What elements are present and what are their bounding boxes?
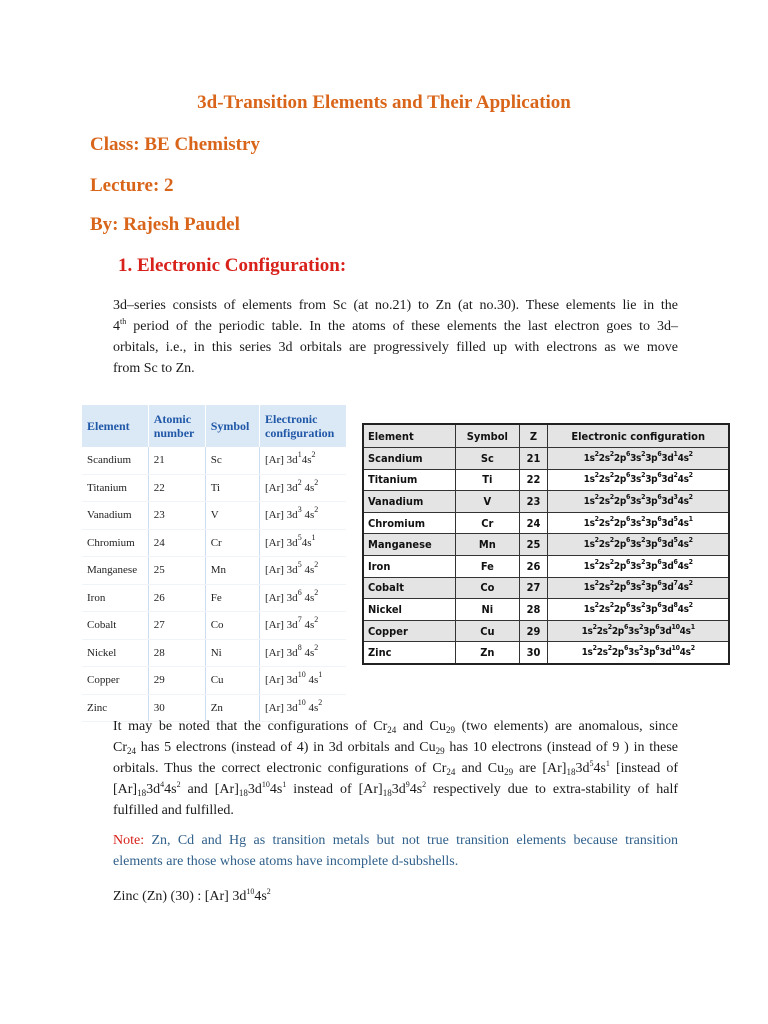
electronic-configuration: $1s^22s^22p^63s^23p^63d^34s^2$ (548, 491, 729, 513)
atomic-number: 22 (148, 474, 205, 502)
table-row (363, 491, 729, 513)
electronic-configuration: $1s^22s^22p^63s^23p^63d^64s^2$ (548, 555, 729, 577)
element-symbol: Co (205, 612, 259, 640)
header-configuration: Electronic configuration (260, 405, 347, 447)
atomic-number: 25 (519, 534, 548, 556)
element-name: Zinc (82, 694, 148, 722)
atomic-number: 30 (148, 694, 205, 722)
atomic-number: 22 (519, 469, 548, 491)
section-heading: 1. Electronic Configuration: (118, 255, 347, 276)
header-configuration: Electronic configuration (548, 424, 729, 448)
configuration-table-right (362, 423, 730, 665)
header-z: Z (519, 424, 548, 448)
element-symbol: Fe (456, 555, 519, 577)
table-row (363, 642, 729, 664)
table-row (363, 512, 729, 534)
element-symbol: Sc (205, 447, 259, 474)
element-name: Titanium (82, 474, 148, 502)
electronic-configuration: $1s^22s^22p^63s^23p^63d^14s^2$ (548, 448, 729, 470)
element-symbol: V (456, 491, 519, 513)
atomic-number: 23 (148, 502, 205, 530)
header-symbol: Symbol (456, 424, 519, 448)
note-label: Note: (113, 833, 145, 848)
header-element: Element (82, 405, 148, 447)
atomic-number: 24 (148, 529, 205, 557)
zinc-configuration-line: Zinc (Zn) (30) : [Ar] $3d^{10}4s^2$ (113, 887, 271, 904)
atomic-number: 30 (519, 642, 548, 664)
electronic-configuration: $1s^22s^22p^63s^23p^63d^74s^2$ (548, 577, 729, 599)
electronic-configuration: [Ar] $3d^3$ $4s^2$ (260, 502, 347, 530)
element-symbol: Cu (205, 667, 259, 695)
element-name: Scandium (82, 447, 148, 474)
element-name: Zinc (363, 642, 456, 664)
class-line: Class: BE Chemistry (90, 134, 260, 155)
element-symbol: Ti (205, 474, 259, 502)
table-row (82, 529, 346, 557)
electronic-configuration: $1s^22s^22p^63s^23p^63d^84s^2$ (548, 599, 729, 621)
element-name: Vanadium (82, 502, 148, 530)
table-header-row (363, 424, 729, 448)
element-symbol: Ti (456, 469, 519, 491)
element-name: Cobalt (82, 612, 148, 640)
element-symbol: Zn (456, 642, 519, 664)
element-name: Cobalt (363, 577, 456, 599)
element-name: Iron (82, 584, 148, 612)
header-element: Element (363, 424, 456, 448)
table-row (363, 469, 729, 491)
table-row (82, 502, 346, 530)
element-symbol: Zn (205, 694, 259, 722)
anomaly-paragraph: It may be noted that the configurations of $Cr_{24}$ and $Cu_{29}$ (two elements) are anomalous, since $Cr_{24}$ has 5 electrons (instead of 4) in 3d orbitals and $Cu_{29}$ has 10 electrons (instead of 9 ) in these orbitals. Thus the correct electronic configurations of $Cr_{24}$ and $Cu_{29}$ are $[Ar]_{18}3d^54s^1$ [instead of $[Ar]_{18}3d^44s^2$ and $[Ar]_{18}3d^{10}4s^1$ instead of $[Ar]_{18}3d^94s^2$ respectively due to extra-stability of half fulfilled and fulfilled. (113, 719, 679, 818)
atomic-number: 21 (148, 447, 205, 474)
element-name: Vanadium (363, 491, 456, 513)
element-symbol: Fe (205, 584, 259, 612)
table-row (82, 639, 346, 667)
document-title: 3d-Transition Elements and Their Application (197, 92, 571, 113)
electronic-configuration: $1s^22s^22p^63s^23p^63d^54s^2$ (548, 534, 729, 556)
intro-paragraph: 3d–series consists of elements from Sc (at no.21) to Zn (at no.30). These elements lie in the 4th period of the periodic table. In the atoms of these elements the last electron goes to 3d– orbitals, i.e., in this series 3d orbitals are progressively filled up with electrons as we move from Sc to Zn. (113, 298, 678, 376)
atomic-number: 26 (519, 555, 548, 577)
electronic-configuration: [Ar] $3d^8$ $4s^2$ (260, 639, 347, 667)
configuration-table-left (82, 405, 346, 722)
table-row (363, 577, 729, 599)
table-row (82, 584, 346, 612)
atomic-number: 28 (519, 599, 548, 621)
element-symbol: Mn (456, 534, 519, 556)
electronic-configuration: [Ar] $3d^6$ $4s^2$ (260, 584, 347, 612)
electronic-configuration: [Ar] $3d^{10}$ $4s^1$ (260, 667, 347, 695)
atomic-number: 21 (519, 448, 548, 470)
electronic-configuration: $1s^22s^22p^63s^23p^63d^{10}4s^1$ (548, 620, 729, 642)
table-row (363, 599, 729, 621)
element-name: Iron (363, 555, 456, 577)
electronic-configuration: $1s^22s^22p^63s^23p^63d^{10}4s^2$ (548, 642, 729, 664)
element-name: Scandium (363, 448, 456, 470)
element-symbol: V (205, 502, 259, 530)
electronic-configuration: [Ar] $3d^2$ $4s^2$ (260, 474, 347, 502)
atomic-number: 25 (148, 557, 205, 585)
electronic-configuration: $1s^22s^22p^63s^23p^63d^24s^2$ (548, 469, 729, 491)
element-symbol: Ni (456, 599, 519, 621)
note-paragraph: Note: Zn, Cd and Hg as transition metals but not true transition elements because transition elements are those whose atoms have incomplete d-subshells. (113, 833, 678, 869)
atomic-number: 29 (519, 620, 548, 642)
element-name: Titanium (363, 469, 456, 491)
electronic-configuration: [Ar] $3d^54s^1$ (260, 529, 347, 557)
atomic-number: 23 (519, 491, 548, 513)
atomic-number: 29 (148, 667, 205, 695)
element-symbol: Co (456, 577, 519, 599)
element-symbol: Cr (205, 529, 259, 557)
atomic-number: 27 (148, 612, 205, 640)
table-row (82, 557, 346, 585)
table-row (363, 448, 729, 470)
electronic-configuration: [Ar] $3d^14s^2$ (260, 447, 347, 474)
element-symbol: Cr (456, 512, 519, 534)
table-row (82, 612, 346, 640)
atomic-number: 28 (148, 639, 205, 667)
electronic-configuration: [Ar] $3d^7$ $4s^2$ (260, 612, 347, 640)
element-name: Nickel (363, 599, 456, 621)
author-line: By: Rajesh Paudel (90, 214, 240, 235)
atomic-number: 24 (519, 512, 548, 534)
table-row (363, 620, 729, 642)
table-row (363, 555, 729, 577)
header-atomic-number: Atomic number (148, 405, 205, 447)
element-symbol: Sc (456, 448, 519, 470)
header-symbol: Symbol (205, 405, 259, 447)
lecture-line: Lecture: 2 (90, 175, 174, 196)
table-row (82, 447, 346, 474)
table-row (82, 474, 346, 502)
element-name: Chromium (82, 529, 148, 557)
element-name: Nickel (82, 639, 148, 667)
element-name: Manganese (82, 557, 148, 585)
element-symbol: Mn (205, 557, 259, 585)
element-symbol: Cu (456, 620, 519, 642)
table-row (363, 534, 729, 556)
atomic-number: 27 (519, 577, 548, 599)
element-name: Copper (363, 620, 456, 642)
element-name: Copper (82, 667, 148, 695)
element-symbol: Ni (205, 639, 259, 667)
table-header-row (82, 405, 346, 447)
element-name: Chromium (363, 512, 456, 534)
electronic-configuration: [Ar] $3d^5$ $4s^2$ (260, 557, 347, 585)
atomic-number: 26 (148, 584, 205, 612)
electronic-configuration: [Ar] $3d^{10}$ $4s^2$ (260, 694, 347, 722)
electronic-configuration: $1s^22s^22p^63s^23p^63d^54s^1$ (548, 512, 729, 534)
element-name: Manganese (363, 534, 456, 556)
table-row (82, 667, 346, 695)
